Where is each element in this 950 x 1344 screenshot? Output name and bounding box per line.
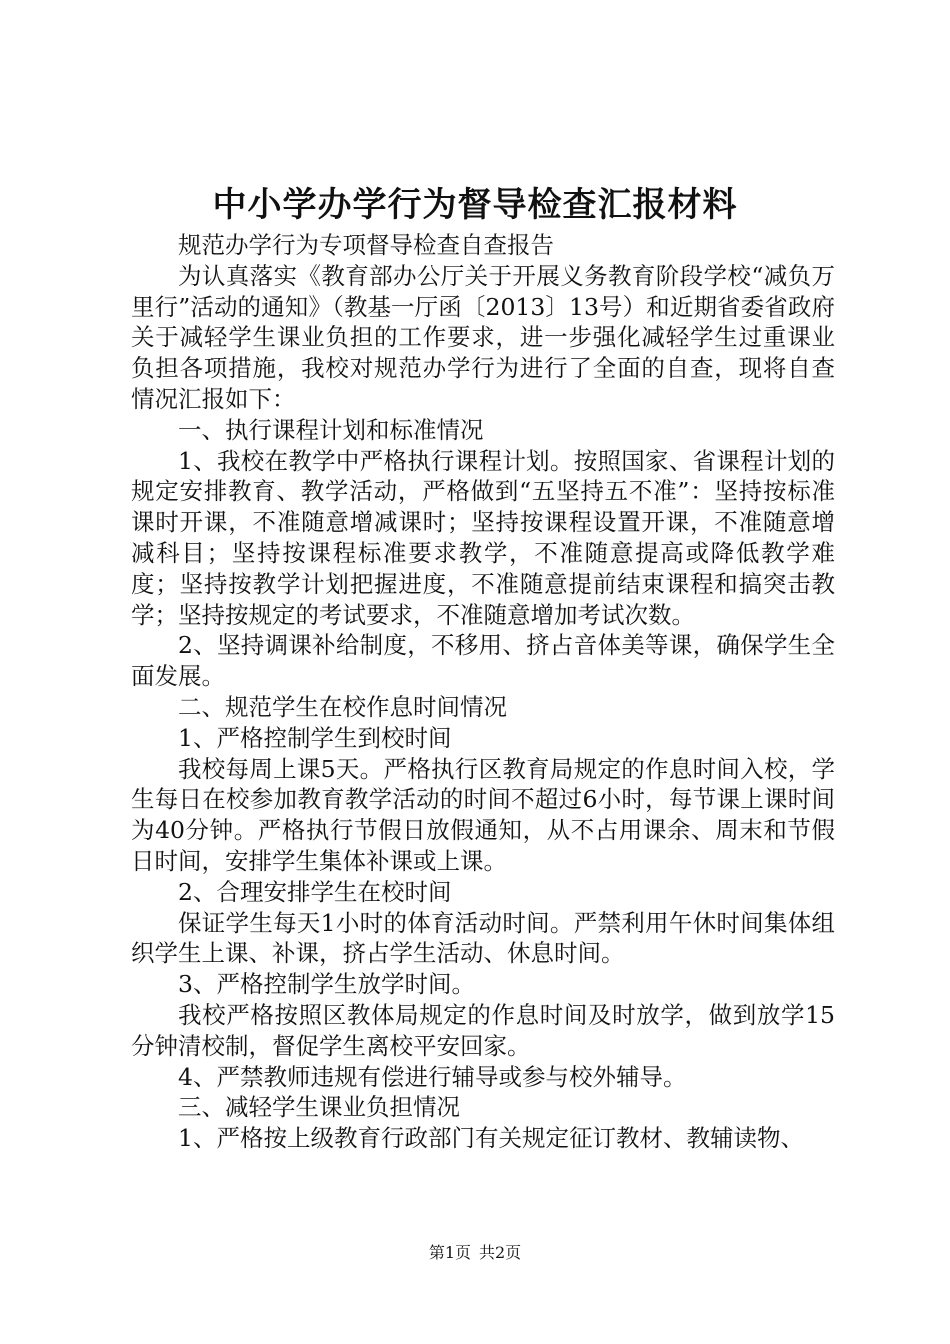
sub-heading: 4、严禁教师违规有偿进行辅导或参与校外辅导。 xyxy=(178,1062,687,1091)
paragraph: 我校每周上课5天。严格执行区教育局规定的作息时间入校，学生每日在校参加教育教学活动的时间不超过6小时，每节课上课时间为40分钟。严格执行节假日放假通知，从不占用课余、周末和节假日时间，安排学生集体补课或上课。 xyxy=(131,754,835,875)
paragraph-intro: 为认真落实《教育部办公厅关于开展义务教育阶段学校“减负万里行”活动的通知》（教基一厅函〔2013〕13号）和近期省委省政府关于减轻学生课业负担的工作要求，进一步强化减轻学生过重课业负担各项措施，我校对规范办学行为进行了全面的自查，现将自查情况汇报如下： xyxy=(131,261,835,413)
paragraph: 1、我校在教学中严格执行课程计划。按照国家、省课程计划的规定安排教育、教学活动，严格做到“五坚持五不准”：坚持按标准课时开课，不准随意增减课时；坚持按课程设置开课，不准随意增减科目；坚持按课程标准要求教学，不准随意提高或降低教学难度；坚持按教学计划把握进度，不准随意提前结束课程和搞突击教学；坚持按规定的考试要求，不准随意增加考试次数。 xyxy=(131,446,835,629)
section-heading-2: 二、规范学生在校作息时间情况 xyxy=(178,692,507,721)
sub-heading: 2、合理安排学生在校时间 xyxy=(178,877,452,906)
sub-heading: 1、严格控制学生到校时间 xyxy=(178,723,452,752)
section-heading-3: 三、减轻学生课业负担情况 xyxy=(178,1093,460,1122)
paragraph: 我校严格按照区教体局规定的作息时间及时放学，做到放学15分钟清校制，督促学生离校平安回家。 xyxy=(131,1000,835,1060)
document-body xyxy=(131,230,835,1154)
paragraph: 1、严格按上级教育行政部门有关规定征订教材、教辅读物、 xyxy=(178,1124,804,1153)
page-total: 共2页 xyxy=(479,1243,522,1262)
sub-heading: 3、严格控制学生放学时间。 xyxy=(178,970,475,999)
paragraph: 保证学生每天1小时的体育活动时间。严禁利用午休时间集体组织学生上课、补课，挤占学生活动、休息时间。 xyxy=(131,908,835,968)
page-number: 第1页 xyxy=(428,1243,471,1262)
page-footer xyxy=(0,1242,950,1264)
paragraph-subtitle: 规范办学行为专项督导检查自查报告 xyxy=(178,231,554,259)
paragraph: 2、坚持调课补给制度，不移用、挤占音体美等课，确保学生全面发展。 xyxy=(131,631,835,691)
document-title: 中小学办学行为督导检查汇报材料 xyxy=(212,185,738,225)
section-heading-1: 一、执行课程计划和标准情况 xyxy=(178,415,484,444)
